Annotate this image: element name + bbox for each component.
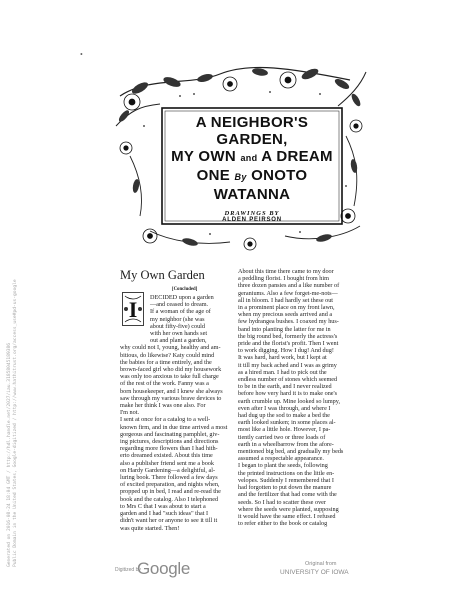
- original-from-label: Original from: [305, 561, 337, 567]
- right-column: [238, 268, 350, 527]
- text-line: saw through my various brave devices to: [120, 394, 222, 402]
- text-line: most like a little hole. However, I pa-: [238, 426, 331, 434]
- text-line: had dug up the sod to make a bed the: [238, 412, 330, 420]
- text-line: few hydrangea bushes. I coaxed my hus-: [238, 318, 339, 326]
- text-line: If a woman of the age of: [150, 308, 211, 316]
- title-and: and: [240, 153, 258, 163]
- text-line: ing pictures, descriptions and directions: [120, 438, 219, 446]
- text-line: a peddling florist. I bought from him: [238, 275, 329, 283]
- text-line: the big round bed, formerly the actress's: [238, 332, 338, 340]
- text-line: known firm, and in due time arrived a most: [120, 423, 228, 431]
- text-line: pride and the florist's profit. Then I went: [238, 340, 339, 348]
- text-line: gorgeous and fascinating pamphlet, giv-: [120, 430, 220, 438]
- text-line: bitious, do likewise? Katy could mind: [120, 351, 215, 359]
- text-line: it would have the same effect. I refused: [238, 512, 336, 520]
- institution-label: UNIVERSITY OF IOWA: [280, 569, 349, 576]
- text-line: had forgotten to put down the manure: [238, 484, 332, 492]
- text-line: the printed instructions on the little en-: [238, 469, 335, 477]
- text-line: mentioned big bed, and gradually my beds: [238, 448, 344, 456]
- text-line: —and ceased to dream.: [150, 301, 209, 309]
- title-by: By: [234, 172, 247, 182]
- text-line: velopes. Suddenly I remembered that I: [238, 476, 334, 484]
- text-line: About this time there came to my door: [238, 268, 334, 275]
- text-line: DECIDED upon a garden: [150, 294, 214, 301]
- left-column: [120, 294, 232, 532]
- text-line: regarding more flowers than I had hith-: [120, 445, 218, 453]
- margin-stamp: [7, 279, 29, 567]
- text-line: brown-faced girl who did my housework: [120, 366, 222, 374]
- text-line: of excited preparation, and nights when,: [120, 481, 220, 489]
- text-line: seeds. So I had to scatter these over: [238, 498, 326, 506]
- text-line: band into planting the latter for me in: [238, 325, 331, 333]
- text-line: I'm not.: [120, 409, 139, 417]
- google-logo: Google: [137, 559, 191, 578]
- text-line: to Mrs C that I was about to start a: [120, 502, 206, 510]
- text-line: out and plant a garden,: [150, 337, 207, 345]
- text-line: my neighbor (she was: [150, 315, 205, 323]
- digitized-by-label: Digitized by: [115, 567, 141, 573]
- text-line: was quite started. Then!: [120, 524, 180, 532]
- text-line: luring book. There followed a few days: [120, 474, 218, 482]
- text-line: all in bloom. I had hardly set these out: [238, 296, 334, 304]
- text-line: earth looked sunken; in some places al-: [238, 419, 336, 427]
- text-line: with her own hands set: [150, 330, 208, 338]
- text-line: garden and I had "such ideas" that I: [120, 510, 209, 518]
- text-line: even after I was through, and where I: [238, 404, 331, 412]
- text-line: of the rest of the work. Fanny was a: [120, 380, 209, 388]
- text-line: to be in the earth, and I never realized: [238, 383, 332, 391]
- text-line: in a prominent place on my front lawn,: [238, 304, 335, 312]
- margin-mark: •: [80, 50, 83, 59]
- title-panel: [164, 110, 340, 222]
- text-line: earth in a wheelbarrow from the afore-: [238, 440, 334, 448]
- text-line: make her think I was one also. For: [120, 402, 206, 410]
- text-line: why could not I, young, healthy and am-: [120, 344, 221, 352]
- text-line: was only too anxious to take full charge: [120, 373, 219, 381]
- text-line: tiently carried two or three loads of: [238, 433, 326, 441]
- drawings-by-label: DRAWINGS BY: [224, 210, 280, 217]
- title-line-3: ONE By ONOTO WATANNA: [196, 167, 308, 203]
- text-line: geraniums. Also a few forget-me-nots—: [238, 289, 338, 297]
- text-line: before how very hard it is to make one's: [238, 390, 338, 398]
- text-line: It was hard, hard work, but I kept at: [238, 354, 327, 362]
- text-line: erto dreamed existed. About this time: [120, 452, 213, 460]
- text-line: I sent at once for a catalog to a well-: [120, 416, 211, 424]
- margin-stamp-line2: Public Domain in the United States, Google-digitized / http://www.hathitrust.org/access_use#pd-us-google: [12, 279, 18, 567]
- text-line: when my precious seeds arrived and a: [238, 311, 333, 319]
- text-line: propped up in bed, I read and re-read the: [120, 488, 221, 496]
- text-line: earth crumble up. Mine looked so lumpy,: [238, 397, 341, 405]
- text-line: as a hired man. I had to pick out the: [238, 368, 327, 376]
- text-line: where the seeds were planted, supposing: [238, 505, 339, 513]
- text-line: endless number of stones which seemed: [238, 376, 338, 384]
- header-illustration: [110, 66, 368, 254]
- drop-cap-letter: I: [128, 297, 138, 322]
- text-line: three dozen pansies and a like number of: [238, 282, 340, 290]
- continued-note: [Concluded]: [172, 287, 198, 292]
- text-line: to work digging. How I dug! And dug!: [238, 347, 334, 355]
- text-line: born housekeeper, and I knew she always: [120, 387, 223, 395]
- text-line: to refer either to the book or catalog: [238, 520, 328, 528]
- title-line-2: MY OWN and A DREAM: [171, 148, 333, 165]
- text-line: about fifty-five) could: [150, 322, 205, 330]
- text-line: the babies for a time entirely, and the: [120, 358, 212, 366]
- text-line: didn't want her or anyone to see it till it: [120, 517, 218, 525]
- text-line: it till my back ached and I was as grimy: [238, 361, 337, 369]
- text-line: on Hardy Gardening—a delightful, al-: [120, 466, 216, 474]
- text-line: book and the catalog. Also I telephoned: [120, 495, 219, 503]
- text-line: assumed a respectable appearance.: [238, 455, 324, 463]
- section-title: My Own Garden: [120, 268, 205, 282]
- illustrator-name: ALDEN PEIRSON: [222, 217, 282, 223]
- text-line: I began to plant the seeds, following: [238, 462, 328, 470]
- text-line: and the fertilizer that had come with the: [238, 491, 337, 499]
- text-line: also a publisher friend sent me a book: [120, 459, 214, 467]
- margin-stamp-line1: Generated on 2016-08-24 18:04 GMT / http://hdl.handle.net/2027/iau.31858045189386: [7, 342, 12, 567]
- title-line-1: A NEIGHBOR'S GARDEN,: [195, 114, 309, 148]
